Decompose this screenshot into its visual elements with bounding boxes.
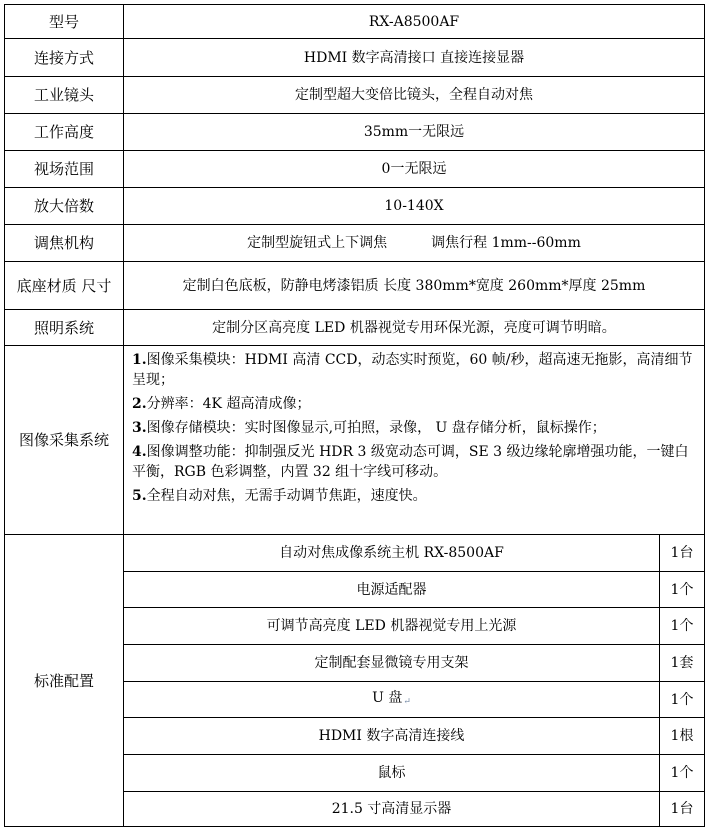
spec-row	[5, 225, 705, 262]
spec-row	[5, 114, 705, 151]
config-item-qty: 1个	[660, 755, 705, 792]
image-system-list	[124, 346, 705, 535]
row-value	[124, 225, 705, 262]
row-label: 调焦机构	[5, 225, 124, 262]
row-value: 10-140X	[124, 188, 705, 225]
row-value: 35mm一无限远	[124, 114, 705, 151]
config-item-qty: 1个	[660, 572, 705, 608]
spec-row	[5, 77, 705, 114]
row-label: 底座材质 尺寸	[5, 262, 124, 310]
config-row	[5, 535, 705, 572]
row-label: 图像采集系统	[5, 346, 124, 535]
config-item-name: 电源适配器	[124, 572, 660, 608]
spec-row	[5, 39, 705, 77]
row-value-extra: 调焦行程 1mm--60mm	[431, 235, 581, 251]
config-item-name	[124, 682, 660, 718]
list-item: 4.图像调整功能：抑制强反光 HDR 3 级宽动态可调，SE 3 级边缘轮廓增强功能，一键白平衡，RGB 色彩调整，内置 32 组十字线可移动。	[132, 444, 689, 480]
row-label: 型号	[5, 5, 124, 39]
list-item: 1.图像采集模块：HDMI 高清 CCD，动态实时预览，60 帧/秒，超高速无拖影，高清细节呈现；	[132, 352, 693, 388]
spec-row	[5, 262, 705, 310]
spec-row	[5, 310, 705, 346]
list-item: 5.全程自动对焦，无需手动调节焦距，速度快。	[132, 488, 427, 504]
row-label: 标准配置	[5, 535, 124, 827]
config-item-qty: 1根	[660, 718, 705, 755]
config-item-qty: 1套	[660, 645, 705, 682]
row-value: HDMI 数字高清接口 直接连接显器	[124, 39, 705, 77]
list-item: 2.分辨率：4K 超高清成像；	[132, 396, 311, 412]
row-value: 定制分区高亮度 LED 机器视觉专用环保光源，亮度可调节明暗。	[124, 310, 705, 346]
config-item-name: 自动对焦成像系统主机 RX-8500AF	[124, 535, 660, 572]
config-item-qty: 1个	[660, 682, 705, 718]
row-label: 放大倍数	[5, 188, 124, 225]
config-item-name: 可调节高亮度 LED 机器视觉专用上光源	[124, 608, 660, 645]
config-item-name: HDMI 数字高清连接线	[124, 718, 660, 755]
row-value: 定制型超大变倍比镜头，全程自动对焦	[124, 77, 705, 114]
row-label: 照明系统	[5, 310, 124, 346]
spec-row	[5, 188, 705, 225]
config-item-qty: 1台	[660, 535, 705, 572]
row-value-main: 定制型旋钮式上下调焦	[247, 235, 388, 251]
row-label: 工业镜头	[5, 77, 124, 114]
row-value: RX-A8500AF	[124, 5, 705, 39]
spec-row	[5, 5, 705, 39]
row-label: 连接方式	[5, 39, 124, 77]
config-item-name: 定制配套显微镜专用支架	[124, 645, 660, 682]
config-item-name-text: U 盘	[372, 689, 403, 706]
return-mark-icon: ↵	[403, 696, 411, 707]
row-label: 工作高度	[5, 114, 124, 151]
config-item-qty: 1台	[660, 792, 705, 827]
row-value: 0一无限远	[124, 151, 705, 188]
row-label: 视场范围	[5, 151, 124, 188]
list-item: 3.图像存储模块：实时图像显示,可拍照，录像， U 盘存储分析，鼠标操作；	[132, 420, 606, 436]
config-item-qty: 1个	[660, 608, 705, 645]
spec-table	[4, 4, 705, 827]
row-value: 定制白色底板，防静电烤漆铝质 长度 380mm*宽度 260mm*厚度 25mm	[124, 262, 705, 310]
config-item-name: 鼠标	[124, 755, 660, 792]
spec-row	[5, 151, 705, 188]
config-item-name: 21.5 寸高清显示器	[124, 792, 660, 827]
image-system-row	[5, 346, 705, 535]
